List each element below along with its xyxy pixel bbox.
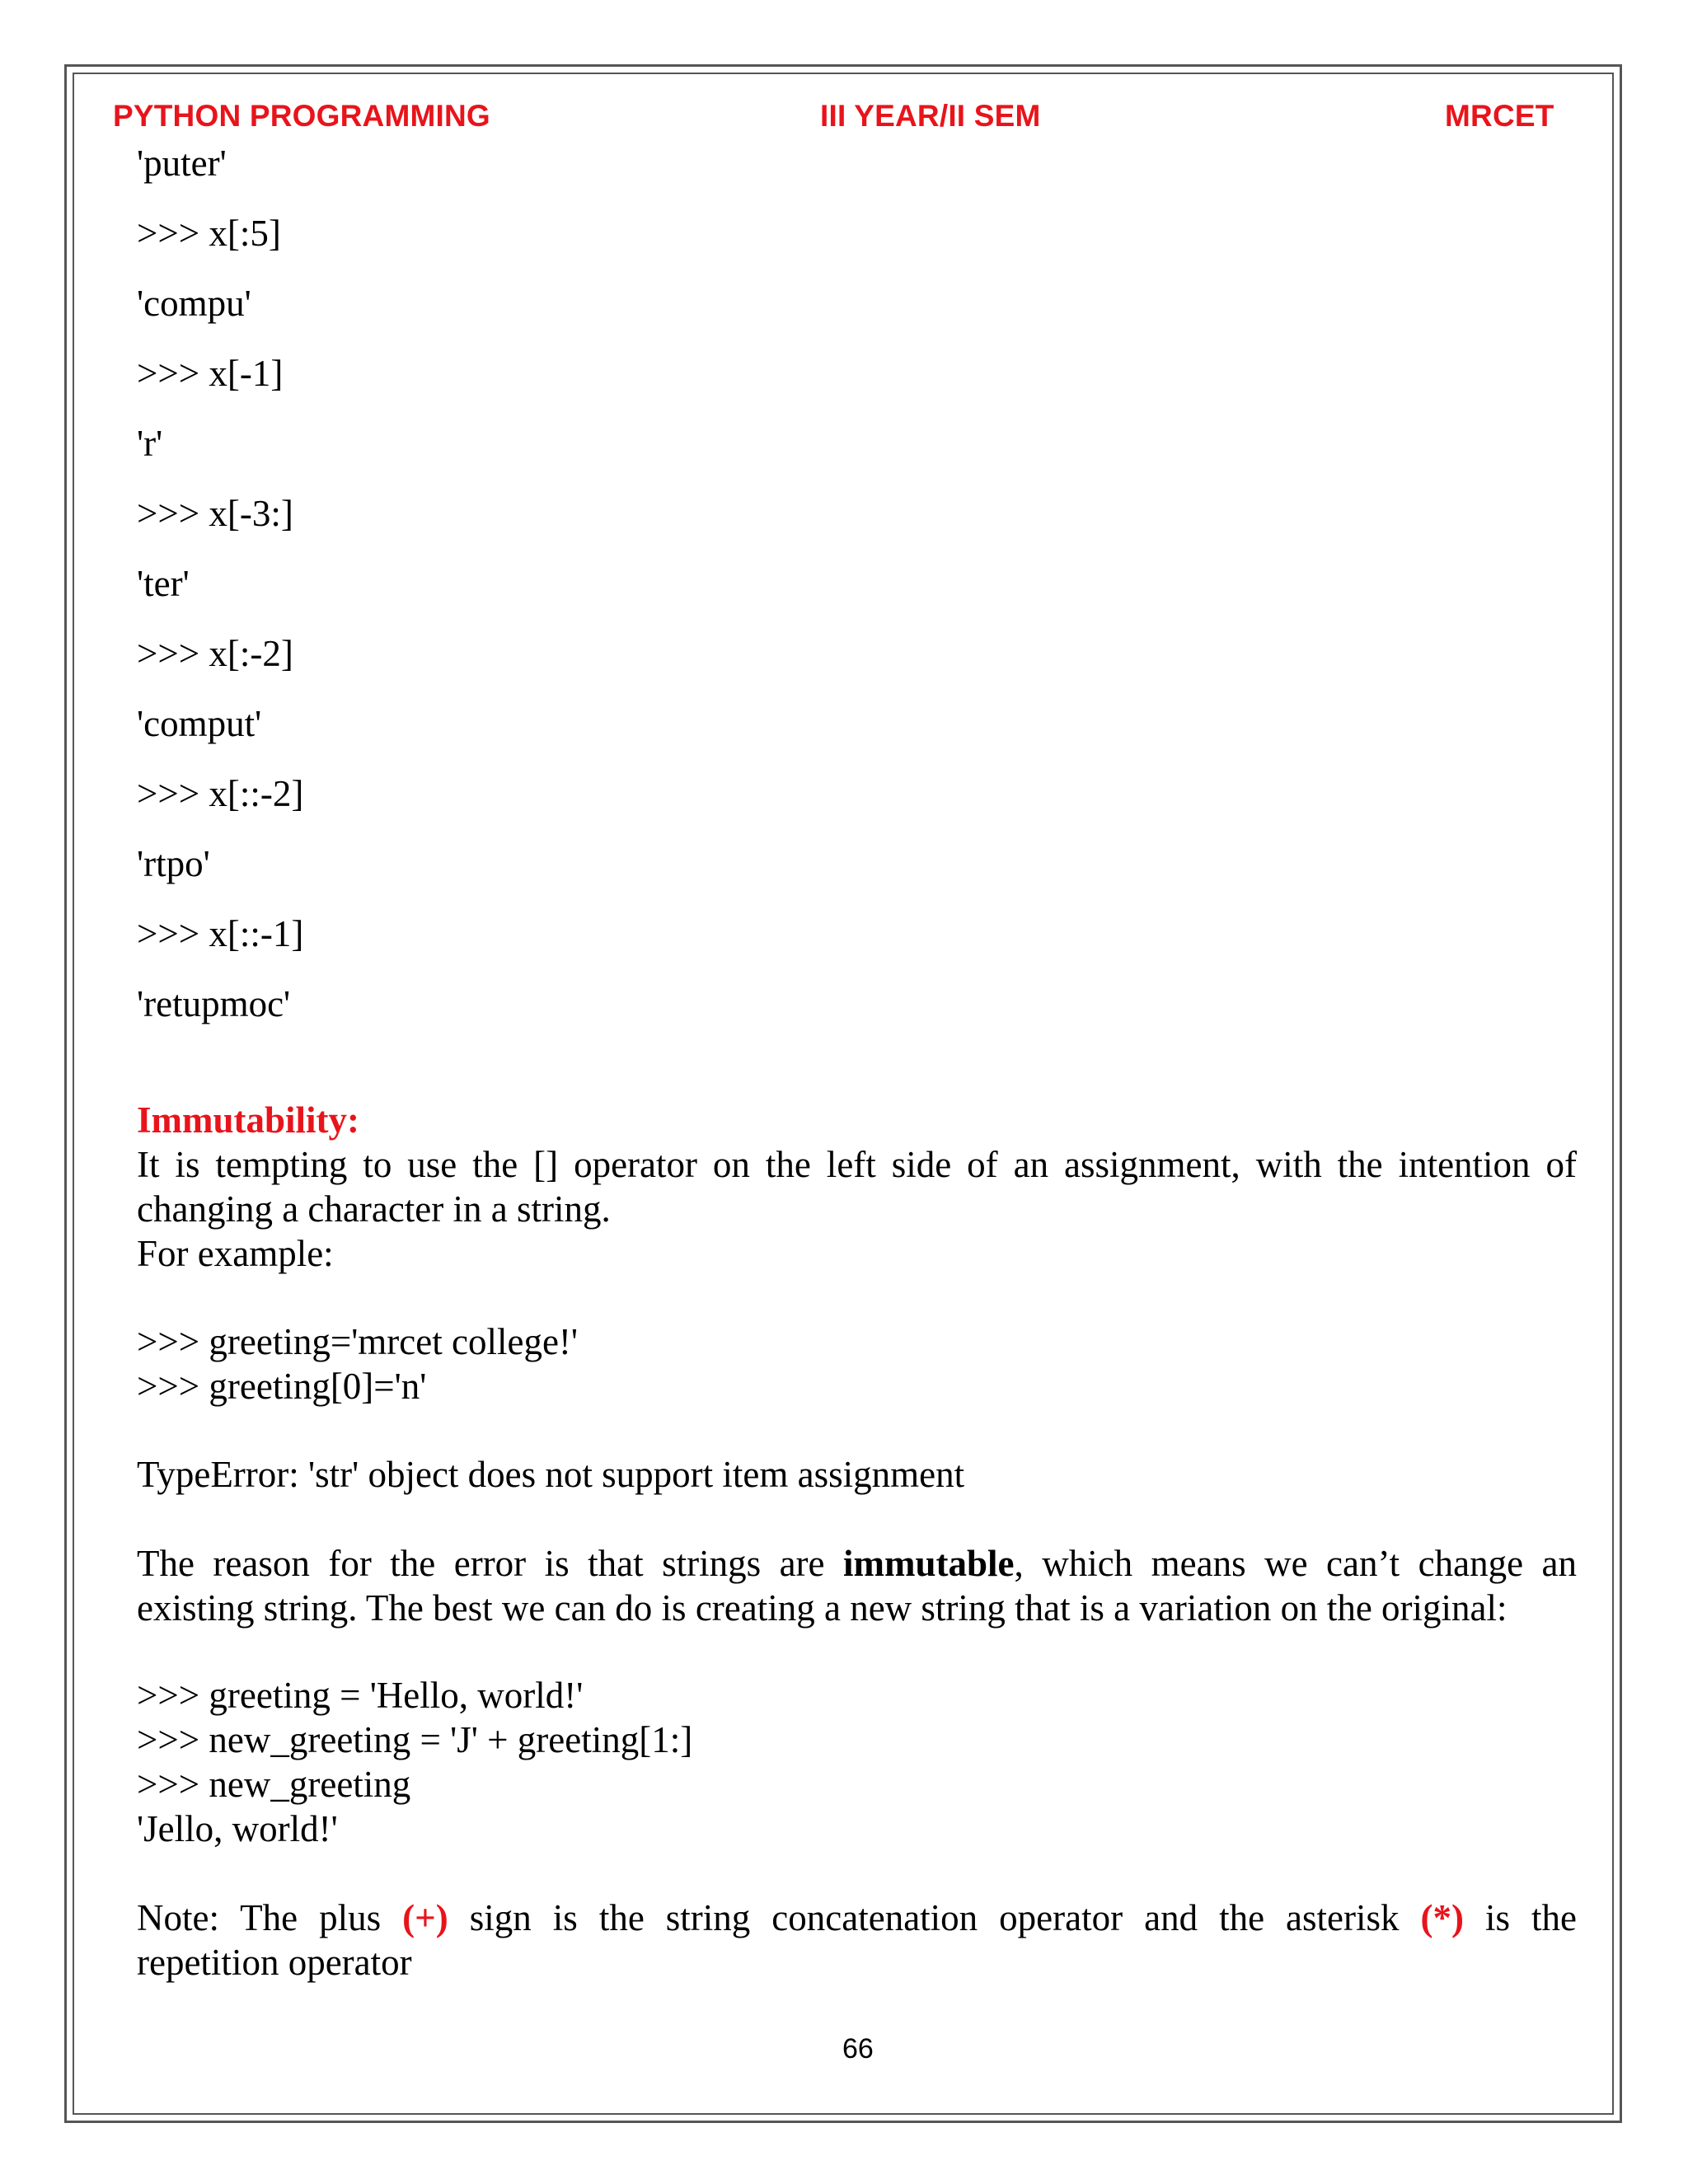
header-college: MRCET (1445, 99, 1554, 133)
plus-operator: (+) (402, 1897, 448, 1938)
code-line: >>> x[-1] (137, 353, 284, 394)
code-block-1 (137, 1319, 1577, 1408)
note-text: is the (1464, 1897, 1577, 1938)
header-course: PYTHON PROGRAMMING (113, 99, 490, 133)
reason-bold: immutable (842, 1543, 1015, 1584)
intro-paragraph (137, 1142, 1577, 1276)
code-line: >>> x[::-1] (137, 913, 304, 954)
intro-line: For example: (137, 1233, 334, 1274)
section-heading: Immutability: (137, 1099, 359, 1141)
note-line: repetition operator (137, 1942, 412, 1983)
code-line: >>> x[:-2] (137, 633, 293, 674)
code-line: >>> new_greeting (137, 1764, 411, 1805)
code-line: 'r' (137, 423, 163, 464)
code-line: >>> x[::-2] (137, 773, 304, 814)
code-line: >>> greeting = 'Hello, world!' (137, 1675, 584, 1716)
intro-line: changing a character in a string. (137, 1188, 611, 1230)
code-line: 'ter' (137, 563, 190, 604)
note-text: Note: The plus (137, 1897, 403, 1938)
reason-text: The reason for the error is that strings are (137, 1543, 843, 1584)
note-paragraph (137, 1896, 1577, 1985)
code-line: >>> x[:5] (137, 213, 281, 254)
page-number: 66 (842, 2033, 874, 2064)
note-text: sign is the string concatenation operator and the asterisk (448, 1897, 1421, 1938)
reason-line: existing string. The best we can do is creating a new string that is a variation on the original: (137, 1587, 1507, 1629)
code-line: 'puter' (137, 143, 227, 184)
reason-text: , which means we can’t change an (1014, 1543, 1577, 1584)
code-block-2 (137, 1673, 1577, 1851)
code-line: 'Jello, world!' (137, 1808, 338, 1849)
header-year: III YEAR/II SEM (820, 99, 1041, 133)
code-line: 'comput' (137, 703, 262, 744)
code-line: >>> x[-3:] (137, 493, 293, 534)
reason-paragraph (137, 1541, 1577, 1630)
code-line: 'compu' (137, 283, 251, 324)
asterisk-operator: (*) (1420, 1897, 1464, 1938)
code-line: 'rtpo' (137, 843, 210, 884)
code-line: >>> new_greeting = 'J' + greeting[1:] (137, 1719, 693, 1760)
reason-line (137, 1541, 1577, 1586)
intro-line: It is tempting to use the [] operator on the left side of an assignment, with the intention of (137, 1144, 1577, 1185)
note-line (137, 1896, 1577, 1940)
code-line: >>> greeting='mrcet college!' (137, 1321, 579, 1362)
error-message: TypeError: 'str' object does not support item assignment (137, 1454, 965, 1495)
code-line: 'retupmoc' (137, 983, 291, 1024)
code-line: >>> greeting[0]='n' (137, 1366, 427, 1407)
